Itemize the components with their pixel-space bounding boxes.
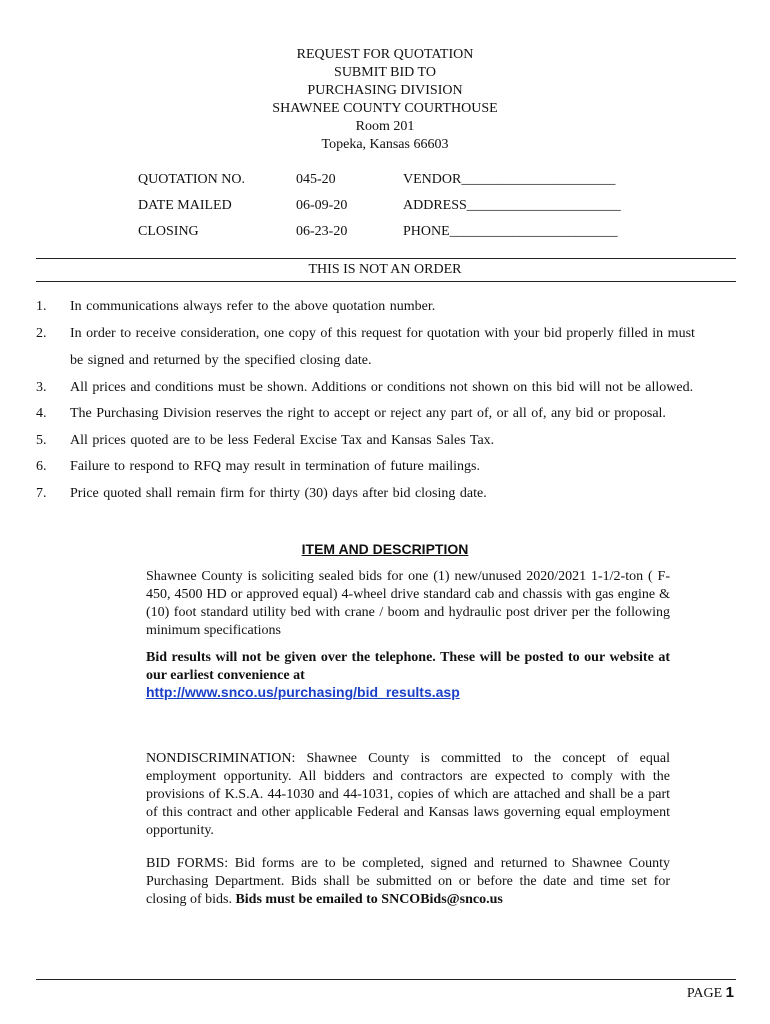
divider-bottom [36,281,736,282]
closing-value: 06-23-20 [296,224,348,239]
term-number: 2. [36,326,47,341]
header-line-5: Room 201 [355,119,415,134]
item-description-text: Shawnee County is soliciting sealed bids for one (1) new/unused 2020/2021 1-1/2-ton ( F-450, 4500 HD or approved equal) 4-wheel drive standard cab and chassis with gas engine & (10) foot standard utility bed with crane / boom and hydraulic post driver per the following minimum specifications [146,569,670,638]
term-text: Price quoted shall remain firm for thirty (30) days after bid closing date. [70,486,487,501]
term-text: In communications always refer to the above quotation number. [70,299,436,314]
header-line-3: PURCHASING DIVISION [307,83,463,98]
term-text: Failure to respond to RFQ may result in termination of future mailings. [70,459,480,474]
bid-forms-email-notice: Bids must be emailed to SNCOBids@snco.us [235,892,503,907]
term-text: All prices and conditions must be shown. Additions or conditions not shown on this bid will not be allowed. [70,380,694,395]
bid-results-link[interactable]: http://www.snco.us/purchasing/bid_results.asp [146,684,460,700]
term-number: 5. [36,433,47,448]
term-number: 7. [36,486,47,501]
page-number [687,984,734,1002]
term-number: 6. [36,459,47,474]
nondiscrimination-paragraph: NONDISCRIMINATION: Shawnee County is committed to the concept of equal employment opportunity. All bidders and contractors are expected to comply with the provisions of K.S.A. 44-1030 and 44-1031, copies of which are attached and shall be a part of this contract and other applicable Federal and Kansas laws governing equal employment opportunity. [146,751,670,838]
header-block [0,46,770,154]
page-label: PAGE [686,986,723,1001]
bid-forms-paragraph [146,855,670,909]
header-line-1: REQUEST FOR QUOTATION [296,47,474,62]
header-line-2: SUBMIT BID TO [334,65,436,80]
term-number: 3. [36,380,47,395]
item-description-heading: ITEM AND DESCRIPTION [301,541,469,557]
vendor-field: VENDOR______________________ [403,172,616,187]
header-line-6: Topeka, Kansas 66603 [321,137,449,152]
closing-label: CLOSING [138,224,199,239]
term-text: In order to receive consideration, one copy of this request for quotation with your bid properly filled in must [70,326,695,341]
header-line-4: SHAWNEE COUNTY COURTHOUSE [272,101,498,116]
term-number: 1. [36,299,47,314]
address-field: ADDRESS______________________ [403,198,621,213]
term-text: All prices quoted are to be less Federal Excise Tax and Kansas Sales Tax. [70,433,495,448]
divider-top [36,258,736,259]
not-an-order-notice: THIS IS NOT AN ORDER [308,262,462,277]
phone-field: PHONE________________________ [403,224,618,239]
term-text: The Purchasing Division reserves the right to accept or reject any part of, or all of, any bid or proposal. [70,406,666,421]
term-text-continued: be signed and returned by the specified closing date. [70,353,372,368]
bid-forms-text: BID FORMS: Bid forms are to be completed, signed and returned to Shawnee County Purchasing Department. Bids shall be submitted on or before the date and time set for closing of bids. [146,856,670,907]
quotation-value: 045-20 [296,172,336,187]
term-number: 4. [36,406,47,421]
quotation-label: QUOTATION NO. [138,172,245,187]
footer-divider [36,979,736,980]
page-number-value: 1 [725,984,734,1001]
bid-results-notice: Bid results will not be given over the telephone. These will be posted to our website at our earliest convenience at [146,650,670,683]
date-mailed-value: 06-09-20 [296,198,348,213]
date-mailed-label: DATE MAILED [138,198,232,213]
